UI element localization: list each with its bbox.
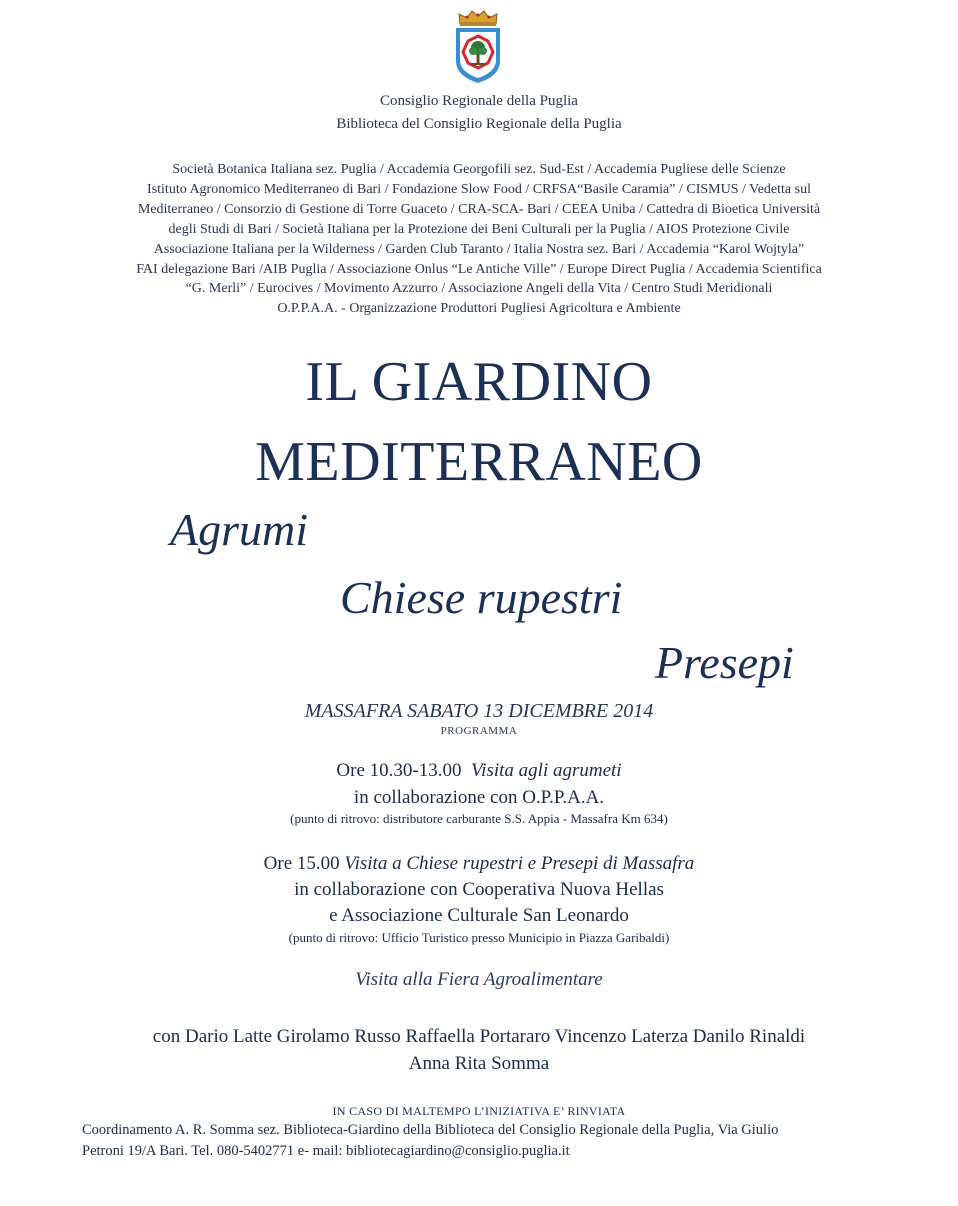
event2-time: Ore 15.00 (263, 853, 340, 874)
event2-heading (0, 851, 958, 877)
event1-meeting-point: (punto di ritrovo: distributore carburante S.S. Appia - Massafra Km 634) (290, 811, 668, 826)
partner-line: FAI delegazione Bari /AIB Puglia / Associazione Onlus “Le Antiche Ville” / Europe Direct Puglia / Accademia Scientifica (136, 261, 822, 277)
weather-notice: IN CASO DI MALTEMPO L’INIZIATIVA E’ RINVIATA (332, 1104, 626, 1118)
speakers-line2: Anna Rita Somma (408, 1053, 550, 1074)
subtitle-chiese: Chiese rupestri (340, 572, 623, 623)
subtitle-agrumi: Agrumi (170, 504, 308, 555)
event-title-line2: MEDITERRANEO (255, 431, 703, 493)
event2-collaboration-2: e Associazione Culturale San Leonardo (329, 905, 629, 926)
partner-line: “G. Merli” / Eurocives / Movimento Azzurro / Associazione Angeli della Vita / Centro Studi Meridionali (185, 281, 773, 297)
event2-title: Visita a Chiese rupestri e Presepi di Massafra (344, 853, 695, 874)
event1-collaboration: in collaborazione con O.P.P.A.A. (353, 787, 605, 808)
speakers-line1: con Dario Latte Girolamo Russo Raffaella Portararo Vincenzo Laterza Danilo Rinaldi (152, 1026, 806, 1047)
partner-line: Istituto Agronomico Mediterraneo di Bari / Fondazione Slow Food / CRFSA“Basile Caramia” / CISMUS / Vedetta sul (147, 181, 811, 197)
library-name: Biblioteca del Consiglio Regionale della Puglia (336, 116, 622, 132)
event1-time: Ore 10.30-13.00 (336, 760, 462, 781)
institution-name: Consiglio Regionale della Puglia (380, 93, 578, 109)
event2-meeting-point: (punto di ritrovo: Ufficio Turistico presso Municipio in Piazza Garibaldi) (288, 930, 670, 945)
partner-line: Mediterraneo / Consorzio di Gestione di Torre Guaceto / CRA-SCA- Bari / CEEA Uniba / Cattedra di Bioetica Università (137, 201, 821, 217)
event1-title: Visita agli agrumeti (470, 760, 622, 781)
subtitle-presepi: Presepi (655, 637, 794, 688)
event2-collaboration: in collaborazione con Cooperativa Nuova Hellas (294, 879, 664, 900)
regione-puglia-emblem (453, 6, 503, 84)
partner-line: degli Studi di Bari / Società Italiana per la Protezione dei Beni Culturali per la Puglia / AIOS Protezione Civile (168, 221, 790, 237)
partner-line: O.P.P.A.A. - Organizzazione Produttori Pugliesi Agricoltura e Ambiente (277, 301, 681, 317)
coordination-info (82, 1120, 882, 1162)
event1-heading (0, 758, 958, 784)
event-title-line1: IL GIARDINO (305, 351, 653, 413)
coordination-line2: Petroni 19/A Bari. Tel. 080-5402771 e- mail: bibliotecagiardino@consiglio.puglia.it (82, 1143, 570, 1159)
coordination-line1: Coordinamento A. R. Somma sez. Biblioteca-Giardino della Biblioteca del Consiglio Regionale della Puglia, Via Giulio (82, 1122, 779, 1138)
program-heading: PROGRAMMA (440, 725, 518, 737)
partner-line: Associazione Italiana per la Wilderness / Garden Club Taranto / Italia Nostra sez. Bari / Accademia “Karol Wojtyla” (153, 241, 805, 257)
fair-visit: Visita alla Fiera Agroalimentare (355, 969, 603, 990)
partner-line: Società Botanica Italiana sez. Puglia / Accademia Georgofili sez. Sud-Est / Accademia Pugliese delle Scienze (172, 162, 786, 177)
partners-list (60, 160, 898, 319)
event-date: MASSAFRA SABATO 13 DICEMBRE 2014 (304, 700, 654, 722)
